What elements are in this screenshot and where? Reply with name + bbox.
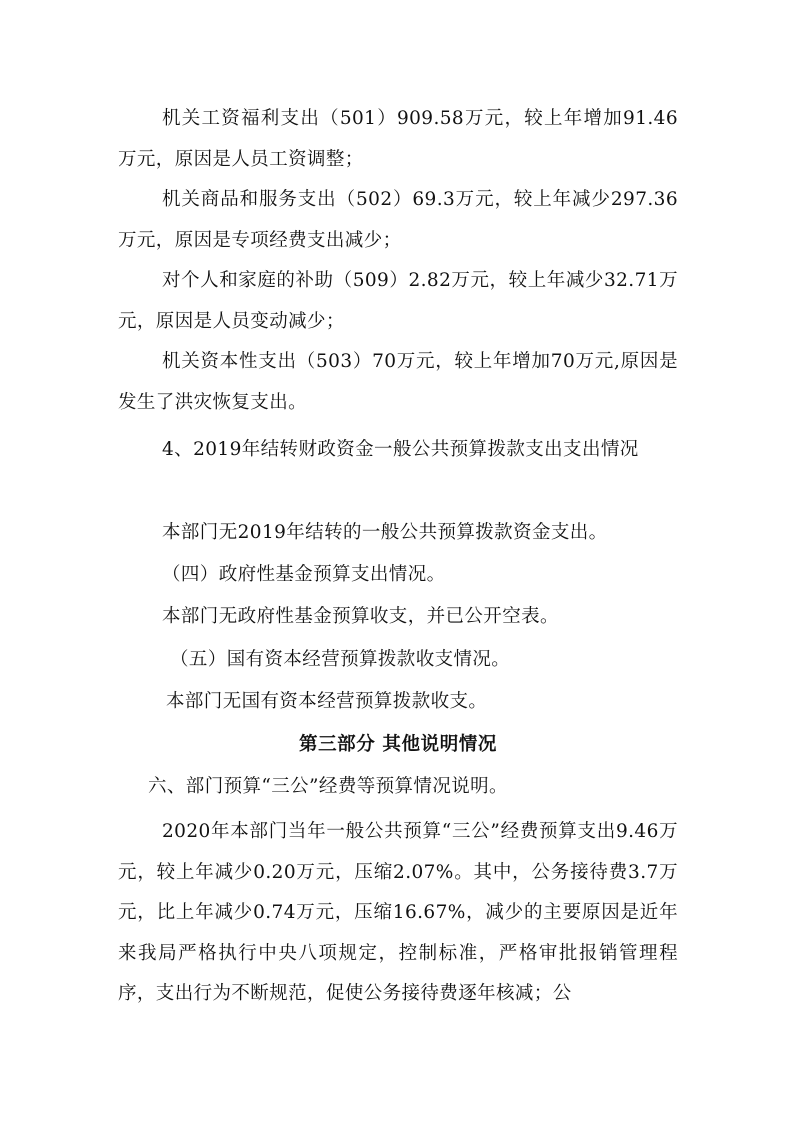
paragraph-section-four: （四）政府性基金预算支出情况。 [162,564,446,585]
paragraph-section-five: （五）国有资本经营预算拨款收支情况。 [170,649,511,670]
paragraph-goods-services: 机关商品和服务支出（502）69.3万元，较上年减少297.36万元，原因是专项经费支出减少； [118,189,678,251]
paragraph-three-public-title: 六、部门预算“三公”经费等预算情况说明。 [148,776,508,797]
paragraph-capital-expenditure: 机关资本性支出（503）70万元，较上年增加70万元,原因是发生了洪灾恢复支出。 [118,351,678,413]
paragraph-carryover-none: 本部门无2019年结转的一般公共预算拨款资金支出。 [162,522,608,543]
paragraph-fund-none: 本部门无政府性基金预算收支，并已公开空表。 [162,606,559,627]
section-heading: 第三部分 其他说明情况 [298,734,498,755]
paragraph-state-capital-none: 本部门无国有资本经营预算拨款收支。 [166,691,488,712]
paragraph-wage-welfare: 机关工资福利支出（501）909.58万元，较上年增加91.46万元，原因是人员工资调整； [118,108,678,170]
paragraph-carryover-title: 4、2019年结转财政资金一般公共预算拨款支出支出情况 [162,439,639,460]
paragraph-household-subsidy: 对个人和家庭的补助（509）2.82万元，较上年减少32.71万元，原因是人员变动减少； [118,270,678,332]
paragraph-three-public-detail: 2020年本部门当年一般公共预算“三公”经费预算支出9.46万元，较上年减少0.20万元，压缩2.07%。其中，公务接待费3.7万元，比上年减少0.74万元，压缩16.67%，减少的主要原因是近年来我局严格执行中央八项规定，控制标准，严格审批报销管理程序，支出行为不断规范，促使公务接待费逐年核减；公 [118,821,678,1004]
